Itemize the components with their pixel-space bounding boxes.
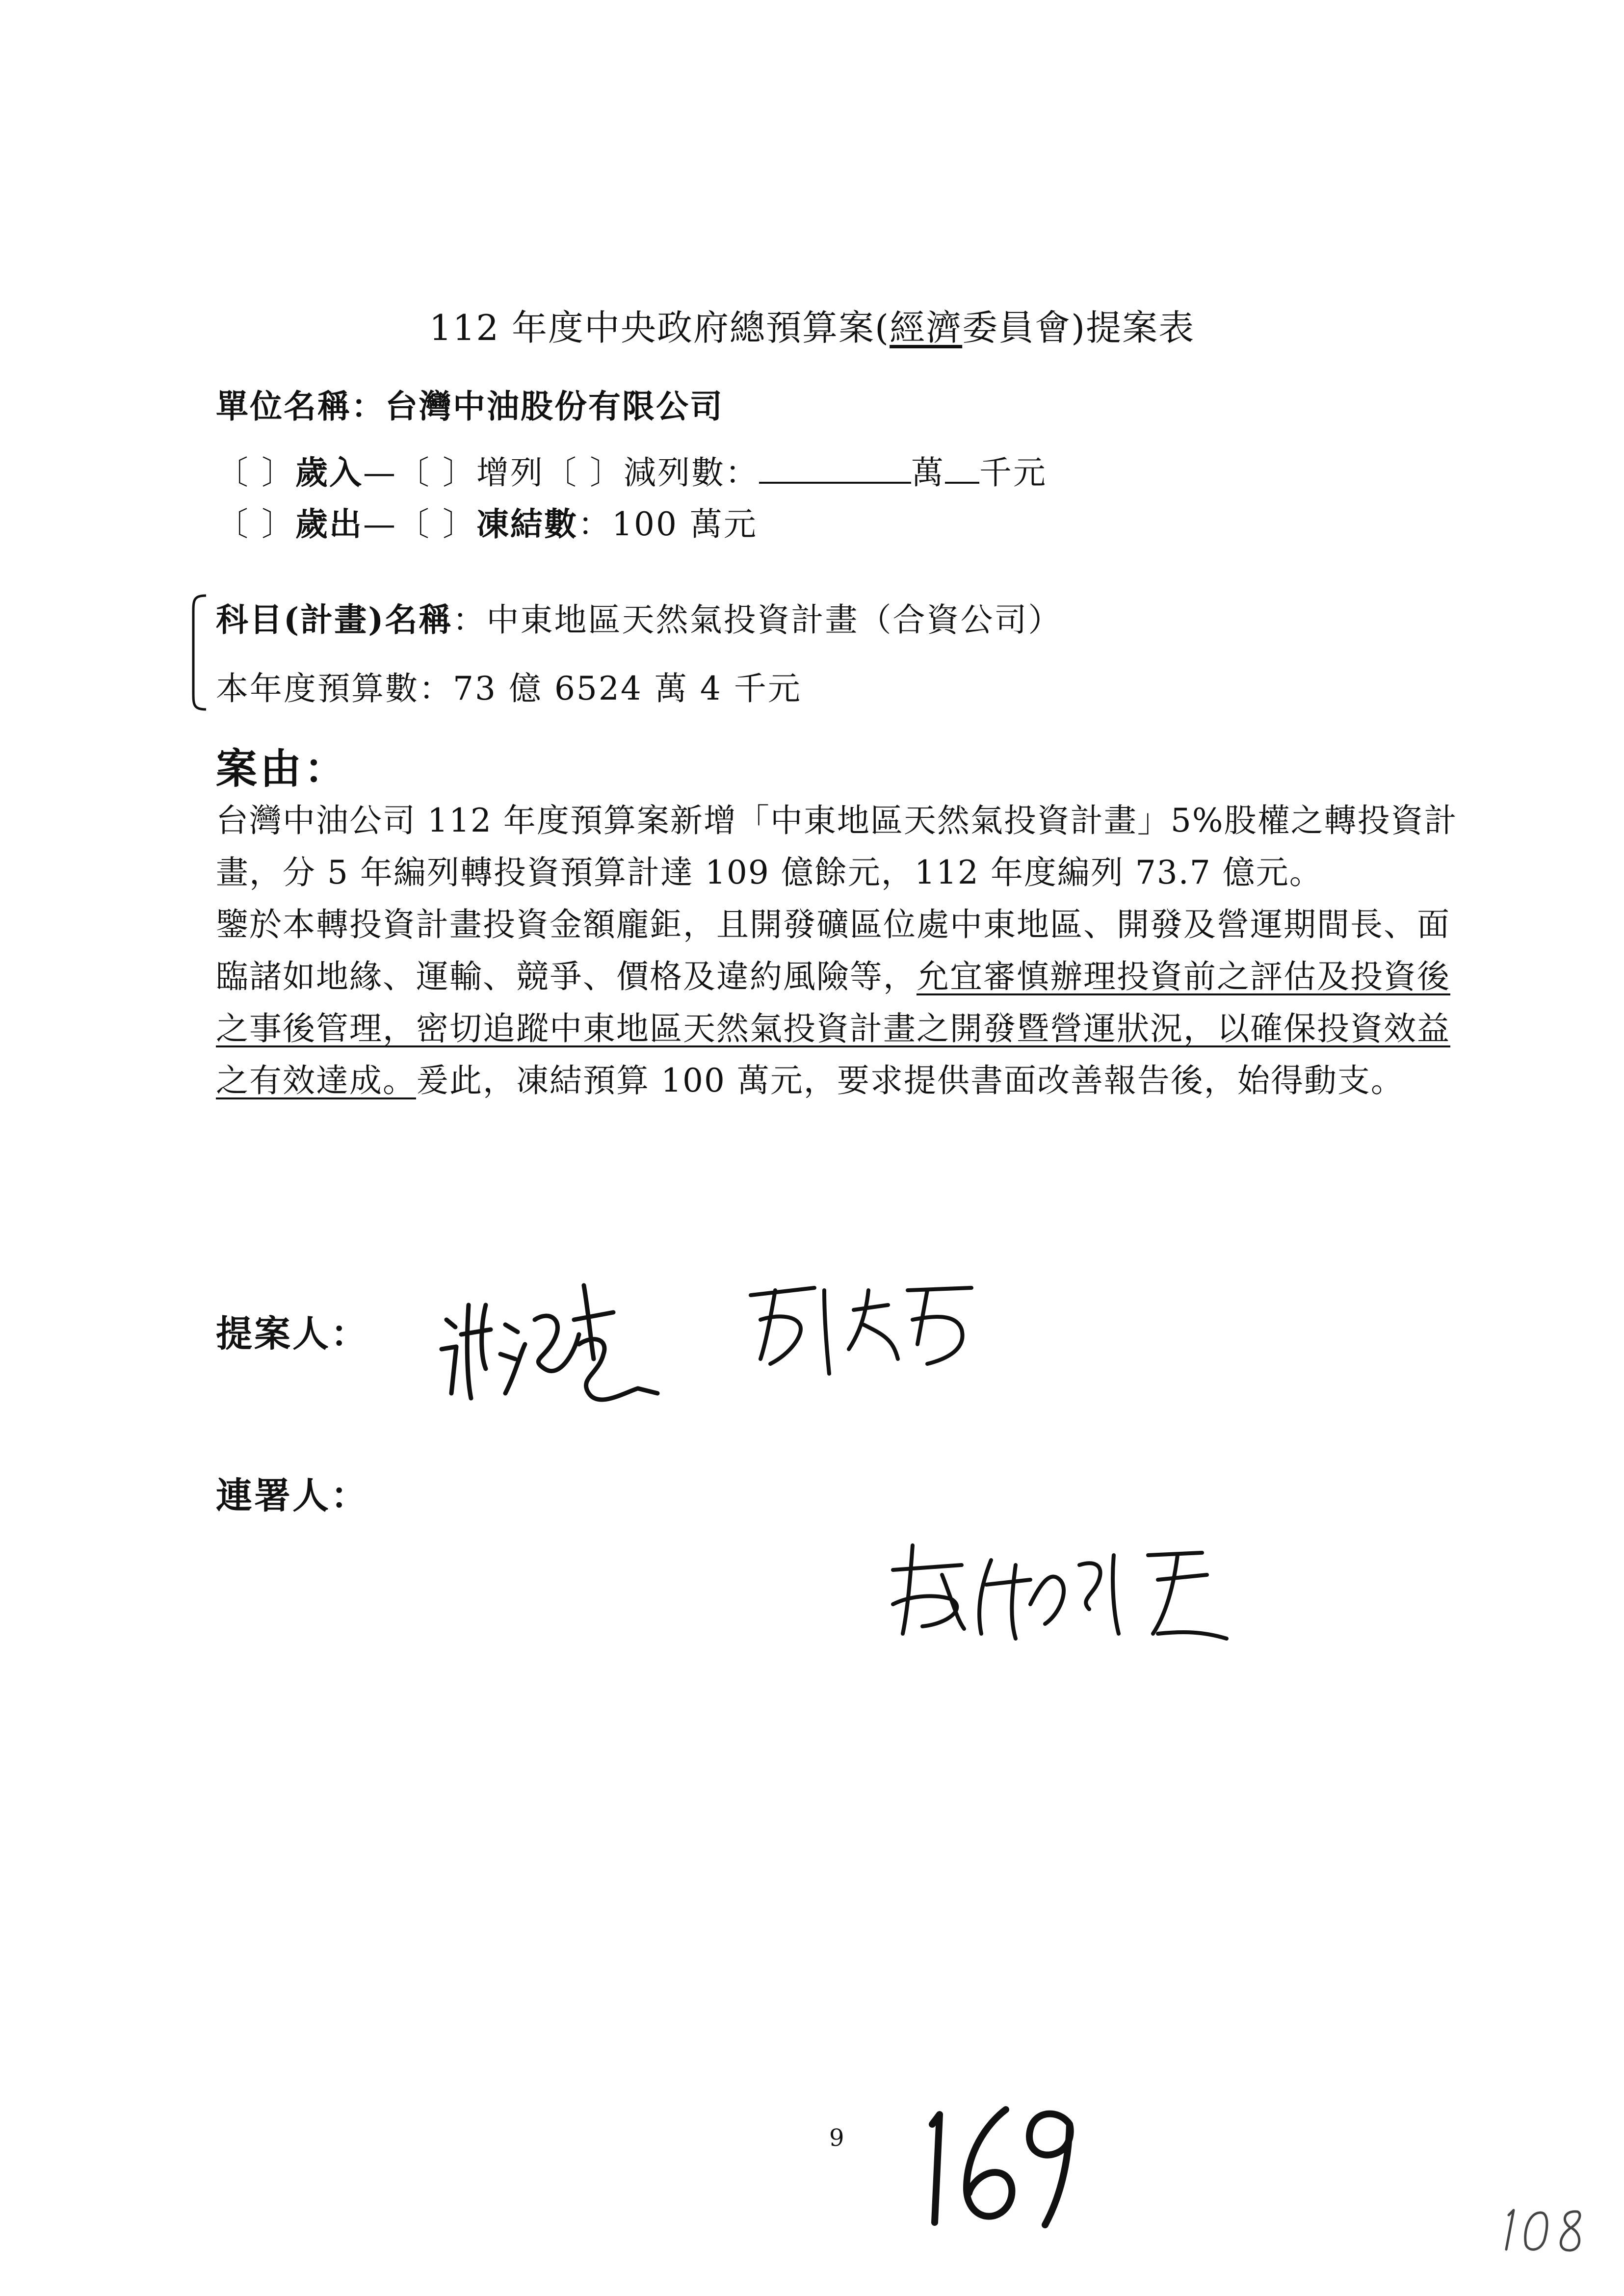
unit-wan: 萬: [911, 454, 945, 492]
page-title: [0, 299, 1624, 350]
cosigner-signature: [883, 1526, 1236, 1655]
subject-label: 科目(計畫)名稱: [216, 600, 453, 639]
corner-handwritten-number: [1496, 2203, 1599, 2259]
title-suffix: 委員會)提案表: [962, 307, 1195, 348]
title-underlined: 經濟: [890, 307, 963, 348]
subject-brace: [186, 594, 216, 713]
budget-value: 本年度預算數：73 億 6524 萬 4 千元: [216, 670, 802, 707]
revenue-checkbox: 〔 〕: [216, 454, 295, 492]
freeze-checkbox: 〔 〕: [396, 505, 476, 543]
freeze-value: ：100 萬元: [577, 505, 758, 543]
amount-blank-wan: [759, 454, 911, 484]
reason-paragraph-2: [216, 899, 1462, 1107]
expense-row: [216, 498, 758, 545]
unit-value: 台灣中油股份有限公司: [385, 387, 724, 425]
unit-row: [216, 380, 724, 427]
revenue-dash: —: [363, 454, 397, 492]
page-number: 9: [829, 2124, 844, 2152]
reason-para2-tail: 爰此，凍結預算 100 萬元，要求提供書面改善報告後，始得動支。: [416, 1062, 1404, 1099]
reason-para2-plain: 鑒於本轉投資計畫投資金額龐鉅，且開發礦區位處中東地區、開發及營運期間長、面臨諸如地緣、運輸、競爭、價格及違約風險等，: [216, 906, 1450, 995]
revenue-label: 歲入: [295, 453, 363, 492]
increase-label: 增列: [476, 454, 544, 492]
title-prefix: 112 年度中央政府總預算案(: [429, 307, 890, 348]
proposer-signature-1: [432, 1246, 667, 1435]
amount-blank-qian: [945, 454, 979, 484]
decrease-label: 減列數：: [623, 454, 759, 492]
budget-row: [216, 662, 802, 709]
reason-para2-underlined: 允宜審慎辦理投資前之評估及投資後之事後管理，密切追蹤中東地區天然氣投資計畫之開發暨營運狀況，以確保投資效益之有效達成。: [216, 958, 1450, 1099]
reason-paragraph-1: 台灣中油公司 112 年度預算案新增「中東地區天然氣投資計畫」5%股權之轉投資計畫，分 5 年編列轉投資預算計達 109 億餘元，112 年度編列 73.7 億元。: [216, 802, 1458, 891]
increase-checkbox: 〔 〕: [396, 454, 476, 492]
subject-row: [216, 594, 1062, 640]
expense-checkbox: 〔 〕: [216, 505, 295, 543]
handwritten-page-number: [913, 2095, 1089, 2234]
expense-label: 歲出: [295, 505, 363, 543]
reason-heading: 案由：: [216, 744, 349, 793]
freeze-label: 凍結數: [476, 505, 578, 543]
proposer-signature-2: [741, 1261, 996, 1390]
proposer-label: 提案人：: [216, 1313, 369, 1355]
reason-body: [216, 795, 1462, 1107]
unit-qian: 千元: [979, 454, 1047, 492]
decrease-checkbox: 〔 〕: [544, 454, 624, 492]
revenue-row: [216, 446, 1047, 493]
cosigner-label: 連署人：: [216, 1475, 369, 1517]
expense-dash: —: [363, 505, 397, 543]
subject-value: ：中東地區天然氣投資計畫（合資公司）: [452, 601, 1062, 639]
unit-label: 單位名稱：: [216, 387, 385, 425]
